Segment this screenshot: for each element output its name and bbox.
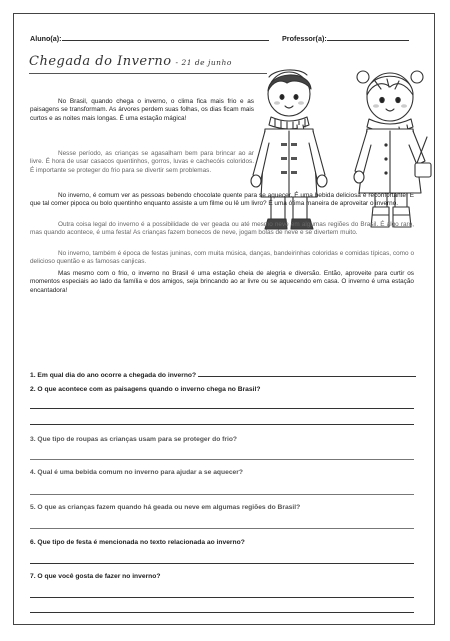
paragraph-1: No Brasil, quando chega o inverno, o clima fica mais frio e as paisagens se transformam. As árvores perdem suas folhas, os dias ficam mais curtos e as noites mais longas. É uma estação mágica! xyxy=(30,98,254,122)
answer-3-line[interactable] xyxy=(30,459,414,460)
question-2: 2. O que acontece com as paisagens quando o inverno chega no Brasil? xyxy=(30,386,261,393)
student-name-field[interactable] xyxy=(30,33,269,43)
answer-6-line[interactable] xyxy=(30,563,414,564)
answer-5-line[interactable] xyxy=(30,528,414,529)
title-main: Chegada do Inverno xyxy=(29,54,172,69)
answer-7-line-1[interactable] xyxy=(30,597,414,598)
question-3: 3. Que tipo de roupas as crianças usam para se proteger do frio? xyxy=(30,436,238,443)
student-name-blank[interactable] xyxy=(62,33,269,41)
teacher-name-field[interactable] xyxy=(282,33,409,43)
paragraph-4: Outra coisa legal do inverno é a possibilidade de ver geada ou até mesmo neve em algumas regiões do Brasil. É algo raro, mas quando acontece, é uma festa! As crianças fazem bonecos de neve, jogam bolas de neve e se divertem muito. xyxy=(30,221,414,237)
answer-7-line-2[interactable] xyxy=(30,612,414,613)
question-5: 5. O que as crianças fazem quando há geada ou neve em algumas regiões do Brasil? xyxy=(30,504,301,511)
answer-1-blank[interactable] xyxy=(198,370,416,377)
question-7: 7. O que você gosta de fazer no inverno? xyxy=(30,573,161,580)
title-underline xyxy=(29,73,267,74)
teacher-name-blank[interactable] xyxy=(327,33,409,41)
answer-4-line[interactable] xyxy=(30,494,414,495)
teacher-label: Professor(a): xyxy=(282,34,327,43)
student-label: Aluno(a): xyxy=(30,34,62,43)
question-4: 4. Qual é uma bebida comum no inverno para ajudar a se aquecer? xyxy=(30,469,243,476)
paragraph-5: No inverno, também é época de festas juninas, com muita música, danças, bandeirinhas coloridas e comidas típicas, como o delicioso quentão e as famosas canjicas. xyxy=(30,250,414,266)
paragraph-3: No inverno, é comum ver as pessoas bebendo chocolate quente para se aquecer. É uma bebida deliciosa e reconfortante! E que tal comer pipoca ou bolo quentinho enquanto assiste a um filme ou lê um livro? É uma ótima maneira de aproveitar o inverno. xyxy=(30,192,414,208)
question-1 xyxy=(30,370,416,379)
paragraph-2: Nesse período, as crianças se agasalham bem para brincar ao ar livre. É hora de usar casacos quentinhos, gorros, luvas e cachecóis coloridos. É importante se proteger do frio para se divertir sem problemas. xyxy=(30,150,254,174)
answer-2-line-2[interactable] xyxy=(30,424,414,425)
page-title xyxy=(29,54,232,69)
title-date: - 21 de junho xyxy=(175,58,232,67)
paragraph-6: Mas mesmo com o frio, o inverno no Brasil é uma estação cheia de alegria e diversão. Então, aproveite para curtir os momentos especiais ao lado da família e dos amigos, seja brincando ao ar livre ou se aquecendo em casa. O inverno é uma estação encantadora! xyxy=(30,270,414,294)
answer-2-line-1[interactable] xyxy=(30,408,414,409)
question-6: 6. Que tipo de festa é mencionada no texto relacionada ao inverno? xyxy=(30,539,245,546)
question-1-text: 1. Em qual dia do ano ocorre a chegada do inverno? xyxy=(30,372,197,379)
